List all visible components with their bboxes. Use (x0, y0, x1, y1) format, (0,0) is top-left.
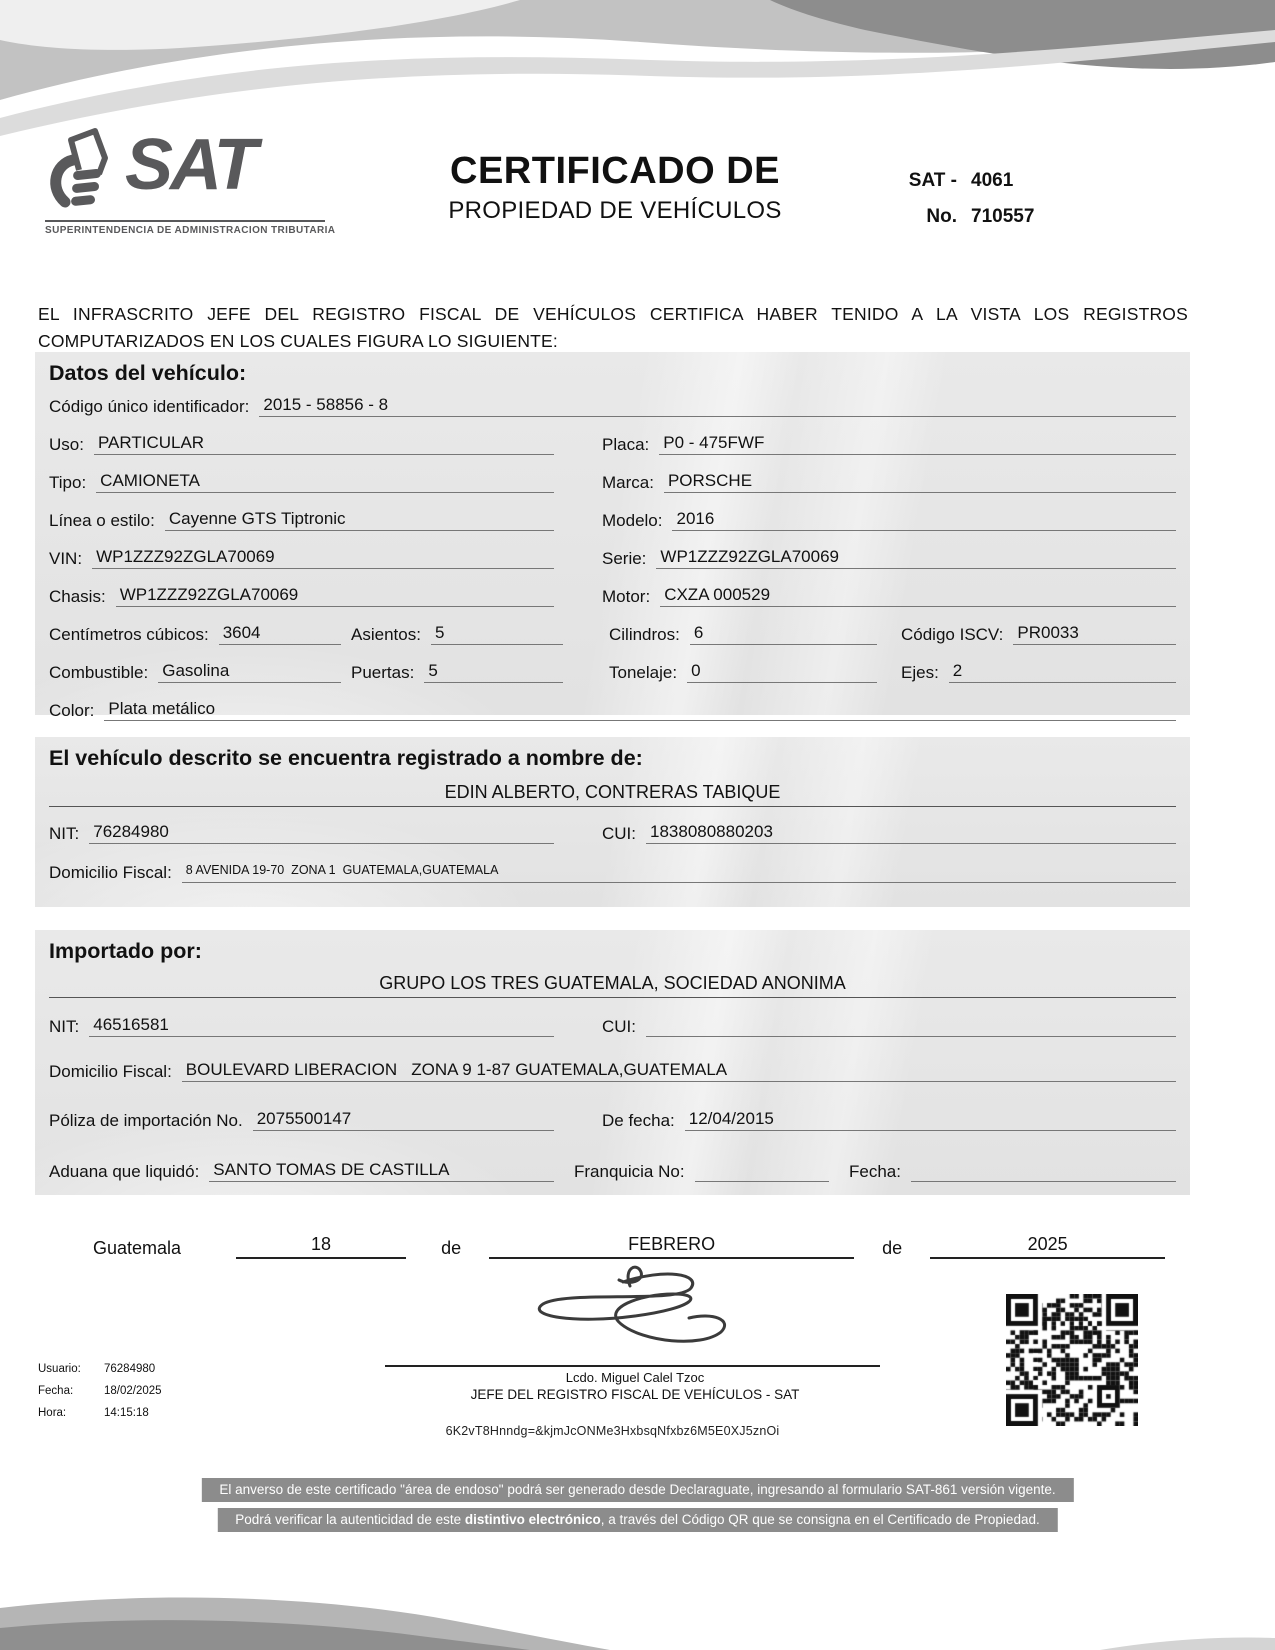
meta-label: Hora: (38, 1407, 67, 1419)
field-label: Asientos: (351, 625, 421, 644)
sat-logo-main (45, 126, 325, 218)
field-label: Combustible: (49, 663, 149, 682)
field-value: 3604 (219, 622, 341, 645)
section-vehicle-data (35, 352, 1190, 720)
generation-metadata (38, 1358, 162, 1424)
field-value: SANTO TOMAS DE CASTILLA (209, 1159, 554, 1182)
field-value (695, 1180, 829, 1182)
field-label: Aduana que liquidó: (49, 1162, 200, 1181)
field-value: PORSCHE (664, 470, 1176, 493)
field-label: Motor: (602, 587, 651, 606)
footer-notice-prefix: Podrá verificar la autenticidad de este (235, 1512, 465, 1527)
field-label: Póliza de importación No. (49, 1111, 243, 1130)
field-row-poliza-fecha (49, 1108, 1176, 1131)
field-label: CUI: (602, 824, 636, 843)
field-value (646, 1035, 1176, 1037)
document-title (340, 150, 890, 225)
field-row-linea-modelo (49, 508, 1176, 531)
handwritten-signature (505, 1260, 735, 1360)
field-value: Plata metálico (104, 698, 1176, 721)
field-value: PARTICULAR (94, 432, 554, 455)
field-value: 5 (424, 660, 563, 683)
top-wave-decoration (0, 0, 1275, 140)
field-value: 2 (949, 660, 1176, 683)
field-row-nit-cui (49, 1014, 1176, 1037)
title-line-1: CERTIFICADO DE (450, 150, 780, 192)
footer-notice-bold: distintivo electrónico (464, 1512, 601, 1527)
field-label: De fecha: (602, 1111, 675, 1130)
field-row-domicilio (49, 1059, 1176, 1082)
field-label: Franquicia No: (574, 1162, 685, 1181)
field-value: PR0033 (1013, 622, 1176, 645)
field-value: 5 (431, 622, 563, 645)
field-value: WP1ZZZ92ZGLA70069 (92, 546, 554, 569)
sat-logo-wordmark: SAT (125, 125, 255, 205)
signature-line (385, 1365, 880, 1367)
signer-title: JEFE DEL REGISTRO FISCAL DE VEHÍCULOS - SAT (470, 1387, 800, 1402)
field-label: Placa: (602, 435, 650, 454)
word-de: de (882, 1238, 903, 1258)
field-value: WP1ZZZ92ZGLA70069 (656, 546, 1176, 569)
field-value: P0 - 475FWF (659, 432, 1176, 455)
certification-statement: EL INFRASCRITO JEFE DEL REGISTRO FISCAL DE VEHÍCULOS CERTIFICA HABER TENIDO A LA VISTA LOS REGISTROS COMPUTARIZADOS EN LOS CUALES FIGURA LO SIGUIENTE: (38, 303, 1188, 351)
field-value: 2015 - 58856 - 8 (259, 394, 1176, 417)
field-row-uso-placa (49, 432, 1176, 455)
field-label: Color: (49, 701, 95, 720)
meta-value: 76284980 (104, 1363, 156, 1375)
field-label: Centímetros cúbicos: (49, 625, 209, 644)
meta-fecha (38, 1380, 162, 1402)
field-value: BOULEVARD LIBERACION ZONA 9 1-87 GUATEMALA,GUATEMALA (182, 1059, 1176, 1082)
field-row-combustible-puertas-tonelaje-ejes (49, 660, 1176, 683)
field-row-codigo (49, 394, 1176, 417)
certificate-number-row (895, 206, 1034, 228)
field-row-chasis-motor (49, 584, 1176, 607)
footer-notice-suffix: , a través del Código QR que se consigna en el Certificado de Propiedad. (600, 1512, 1040, 1527)
section-title: Importado por: (49, 939, 202, 963)
field-label: Domicilio Fiscal: (49, 1062, 172, 1081)
section-title: El vehículo descrito se encuentra registrado a nombre de: (49, 746, 643, 770)
certificate-number-label: No. (926, 206, 957, 227)
issue-date-line (35, 1233, 1190, 1259)
field-row-aduana-franquicia-fecha (49, 1159, 1176, 1182)
field-value: 76284980 (89, 821, 554, 844)
footer-notice-verification (217, 1508, 1057, 1532)
issue-city: Guatemala (93, 1238, 182, 1258)
field-label: Chasis: (49, 587, 106, 606)
word-de: de (441, 1238, 462, 1258)
field-value (911, 1180, 1176, 1182)
field-label: CUI: (602, 1017, 636, 1036)
field-label: Marca: (602, 473, 654, 492)
meta-label: Usuario: (38, 1363, 81, 1375)
issue-month: FEBRERO (489, 1233, 854, 1259)
field-label: Serie: (602, 549, 647, 568)
field-value: CAMIONETA (96, 470, 554, 493)
signer-block (365, 1370, 905, 1403)
title-line-2: PROPIEDAD DE VEHÍCULOS (448, 197, 782, 224)
field-label: Código ISCV: (901, 625, 1004, 644)
field-value: 6 (690, 622, 877, 645)
field-label: Domicilio Fiscal: (49, 863, 172, 882)
field-value: WP1ZZZ92ZGLA70069 (116, 584, 554, 607)
field-label: VIN: (49, 549, 83, 568)
section-title: Datos del vehículo: (49, 361, 247, 385)
sat-logo (45, 125, 336, 236)
importer-name: GRUPO LOS TRES GUATEMALA, SOCIEDAD ANONIMA (49, 972, 1176, 998)
field-value: 1838080880203 (646, 821, 1176, 844)
field-value: CXZA 000529 (660, 584, 1176, 607)
field-label: Puertas: (351, 663, 415, 682)
field-label: NIT: (49, 824, 80, 843)
form-number-label: SAT - (908, 170, 957, 191)
meta-hora (38, 1402, 162, 1424)
field-label: Cilindros: (609, 625, 680, 644)
field-label: Fecha: (849, 1162, 901, 1181)
field-value: 46516581 (89, 1014, 554, 1037)
field-label: Código único identificador: (49, 397, 250, 416)
field-value: Cayenne GTS Tiptronic (165, 508, 554, 531)
field-value: 2016 (672, 508, 1176, 531)
field-value: 8 AVENIDA 19-70 ZONA 1 GUATEMALA,GUATEMALA (182, 860, 1176, 883)
field-row-nit-cui (49, 821, 1176, 844)
field-label: Tonelaje: (609, 663, 678, 682)
field-label: Ejes: (901, 663, 939, 682)
field-value: 12/04/2015 (685, 1108, 1176, 1131)
footer-notice-endoso: El anverso de este certificado "área de endoso" podrá ser generado desde Declaraguate, ingresando al formulario SAT-861 versión vigente. (201, 1478, 1073, 1502)
field-row-vin-serie (49, 546, 1176, 569)
owner-name: EDIN ALBERTO, CONTRERAS TABIQUE (49, 781, 1176, 807)
field-row-tipo-marca (49, 470, 1176, 493)
field-label: Modelo: (602, 511, 663, 530)
field-value: 2075500147 (253, 1108, 554, 1131)
field-row-cc-asientos-cilindros-iscv (49, 622, 1176, 645)
meta-value: 18/02/2025 (104, 1385, 162, 1397)
form-number-value: 4061 (971, 170, 1014, 191)
field-label: Uso: (49, 435, 84, 454)
field-value: 0 (687, 660, 877, 683)
section-registered-owner (35, 737, 1190, 907)
issue-year: 2025 (930, 1233, 1165, 1259)
field-label: Tipo: (49, 473, 87, 492)
meta-usuario (38, 1358, 162, 1380)
sat-hand-document-icon (45, 126, 123, 218)
section-imported-by (35, 930, 1190, 1195)
signer-name: Lcdo. Miguel Calel Tzoc (565, 1370, 705, 1385)
field-row-domicilio (49, 860, 1176, 883)
bottom-wave-decoration (0, 1588, 1275, 1650)
field-value: Gasolina (158, 660, 341, 683)
verification-hash: 6K2vT8Hnndg=&kjmJcONMe3HxbsqNfxbz6M5E0XJ5znOi (445, 1424, 780, 1438)
sat-logo-tagline: SUPERINTENDENCIA DE ADMINISTRACION TRIBUTARIA (45, 220, 325, 236)
field-row-color (49, 698, 1176, 721)
qr-code (1006, 1294, 1138, 1426)
certificate-number-value: 710557 (971, 206, 1035, 227)
field-label: Línea o estilo: (49, 511, 155, 530)
meta-value: 14:15:18 (104, 1407, 149, 1419)
field-label: NIT: (49, 1017, 80, 1036)
issue-day: 18 (236, 1233, 406, 1259)
meta-label: Fecha: (38, 1385, 74, 1397)
form-number-row (895, 170, 1034, 192)
document-number-block (895, 170, 1034, 242)
